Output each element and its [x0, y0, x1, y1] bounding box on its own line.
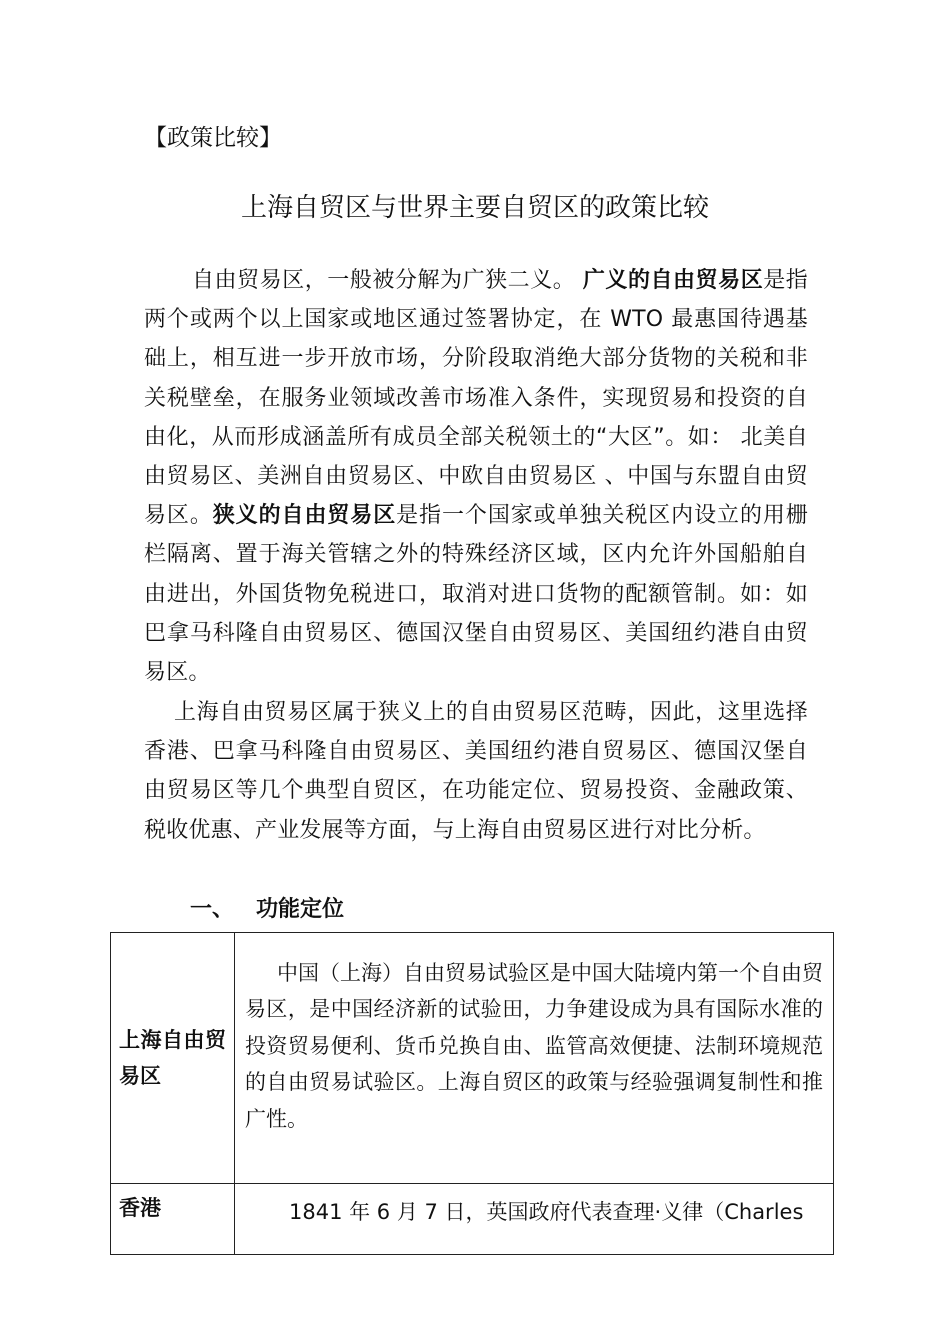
narrow-definition-term: 狭义的自由贸易区 [212, 503, 397, 529]
zone-name-cell: 香港 [111, 1184, 235, 1255]
broad-definition-term: 广义的自由贸易区 [582, 268, 764, 293]
intro-paragraph-2: 上海自由贸易区属于狭义上的自由贸易区范畴，因此，这里选择香港、巴拿马科隆自由贸易区、美国纽约港自贸易区、德国汉堡自由贸易区等几个典型自贸区，在功能定位、贸易投资、金融政策、税收优惠、产业发展等方面，与上海自由贸易区进行对比分析。 [144, 700, 808, 843]
table-row [111, 1184, 834, 1255]
section-heading [190, 890, 344, 930]
table-row [111, 933, 834, 1184]
comparison-table [110, 932, 834, 1255]
section-number: 一、 [190, 897, 235, 922]
intro-text: 自由贸易区，一般被分解为广狭二义。 [192, 268, 576, 293]
intro-paragraph-1 [144, 261, 808, 692]
section-title: 功能定位 [256, 897, 345, 922]
page-title: 上海自贸区与世界主要自贸区的政策比较 [240, 193, 709, 223]
zone-description-cell: 1841 年 6 月 7 日，英国政府代表查理·义律（Charles [235, 1184, 834, 1255]
zone-description-cell: 中国（上海）自由贸易试验区是中国大陆境内第一个自由贸易区，是中国经济新的试验田，力争建设成为具有国际水准的投资贸易便利、货币兑换自由、监管高效便捷、法制环境规范的自由贸易试验区。上海自贸区的政策与经验强调复制性和推广性。 [235, 933, 834, 1184]
section-tag: 【政策比较】 [144, 125, 282, 151]
zone-name-cell: 上海自由贸易区 [111, 933, 235, 1184]
intro-text: 是指两个或两个以上国家或地区通过签署协定，在 WTO 最惠国待遇基础上，相互进一步开放市场，分阶段取消绝大部分货物的关税和非关税壁垒，在服务业领域改善市场准入条件，实现贸易和投资的自由化，从而形成涵盖所有成员全部关税领土的“大区”。如： 北美自由贸易区、美洲自由贸易区、中欧自由贸易区 、中国与东盟自由贸易区。 [144, 268, 808, 529]
intro-text: 是指一个国家或单独关税区内设立的用栅栏隔离、置于海关管辖之外的特殊经济区域，区内允许外国船舶自由进出，外国货物免税进口，取消对进口货物的配额管制。如：如巴拿马科隆自由贸易区、德国汉堡自由贸易区、美国纽约港自由贸易区。 [144, 503, 808, 686]
